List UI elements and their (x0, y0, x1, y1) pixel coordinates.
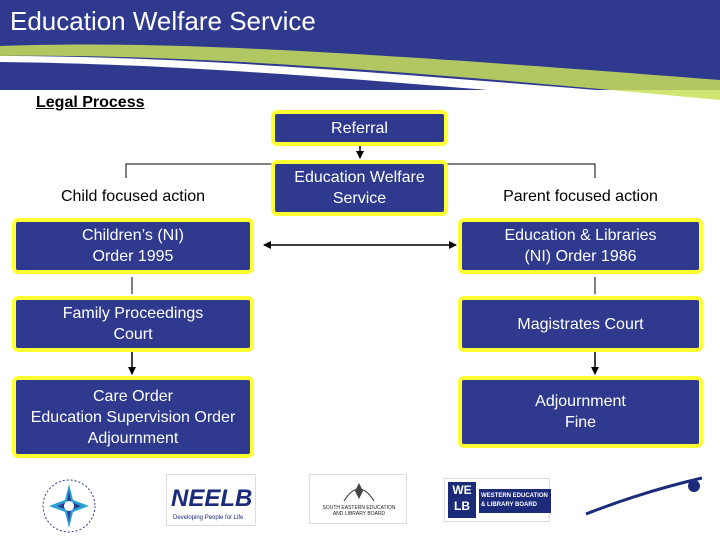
parent-action-box: Parent focused action (458, 178, 703, 214)
neelb-tagline: Developing People for Life (173, 515, 244, 521)
belb-emblem-icon (34, 476, 104, 538)
selb-swoosh-icon (582, 472, 708, 528)
neelb-logo (166, 474, 256, 526)
care-order-box: Care Order Education Supervision Order Adjournment (12, 376, 254, 458)
page-title: Education Welfare Service (10, 6, 316, 36)
weslb-mark: WE LB (448, 482, 476, 518)
children-order-box: Children’s (NI) Order 1995 (12, 218, 254, 274)
neelb-wordmark: NEELB (171, 485, 253, 512)
selb-logo (582, 472, 708, 528)
seelb-name: SOUTH EASTERN EDUCATION AND LIBRARY BOARD (322, 505, 396, 517)
child-action-box: Child focused action (12, 178, 254, 214)
belb-logo (34, 476, 104, 538)
weslb-logo (444, 478, 550, 522)
family-court-box: Family Proceedings Court (12, 296, 254, 352)
referral-box: Referral (271, 110, 448, 146)
seelb-logo (309, 474, 407, 524)
education-order-box: Education & Libraries (NI) Order 1986 (458, 218, 703, 274)
weslb-name: WESTERN EDUCATION & LIBRARY BOARD (479, 489, 551, 513)
adjournment-fine-box: Adjournment Fine (458, 376, 703, 448)
section-label: Legal Process (36, 94, 145, 111)
seelb-crest-icon (310, 475, 408, 507)
ews-box: Education Welfare Service (271, 160, 448, 216)
magistrates-court-box: Magistrates Court (458, 296, 703, 352)
